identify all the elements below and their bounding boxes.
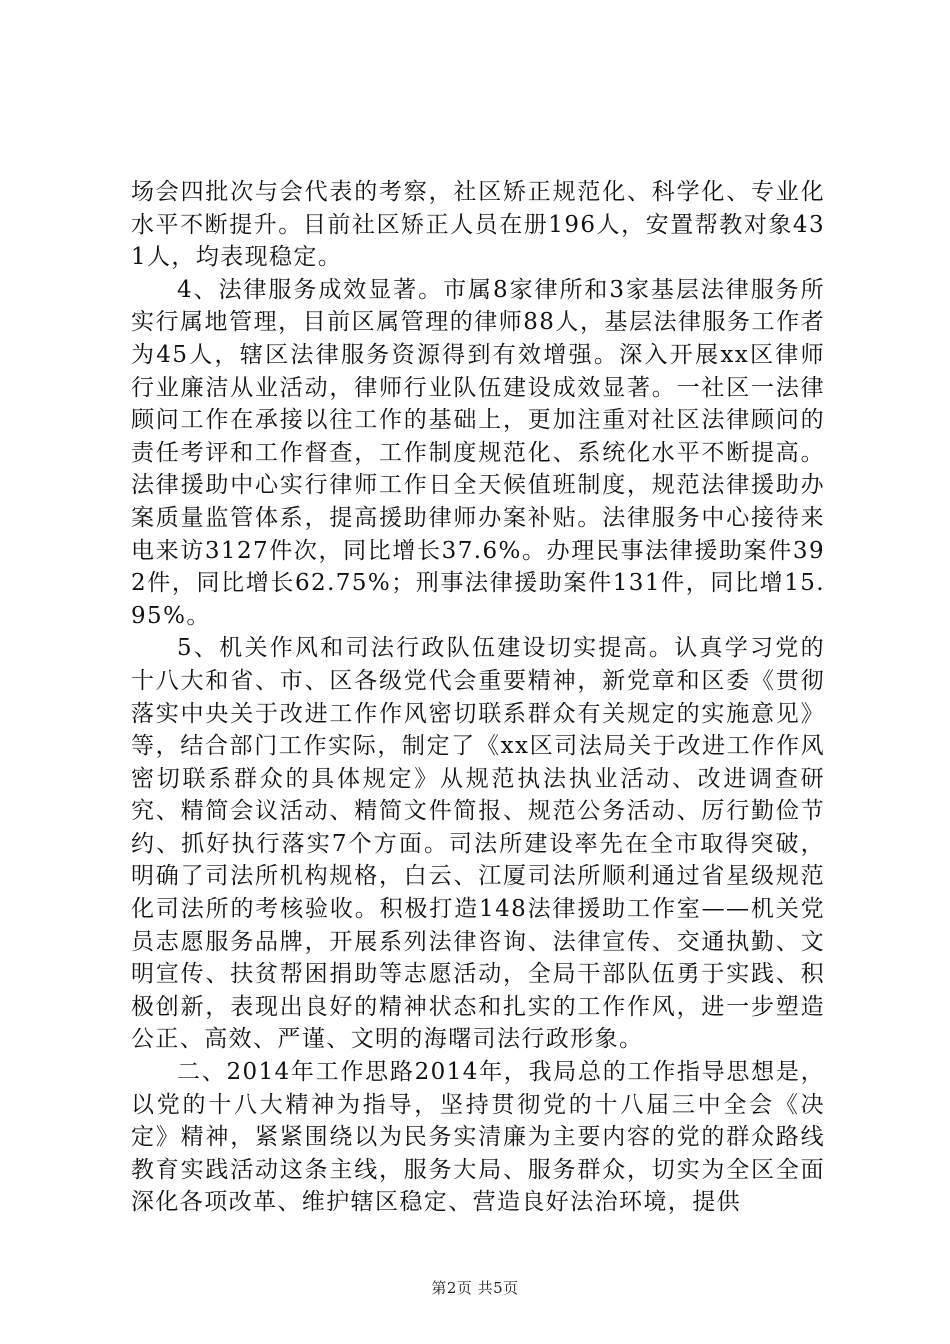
paragraph-correction-summary: 场会四批次与会代表的考察，社区矫正规范化、科学化、专业化水平不断提升。目前社区矫正人员在册196人，安置帮教对象431人，均表现稳定。 <box>131 179 825 271</box>
document-body <box>131 176 825 1219</box>
paragraph-organ-style: 5、机关作风和司法行政队伍建设切实提高。认真学习党的十八大和省、市、区各级党代会重要精神，新党章和区委《贯彻落实中央关于改进工作作风密切联系群众有关规定的实施意见》等，结合部门工作实际，制定了《xx区司法局关于改进工作作风密切联系群众的具体规定》从规范执法执业活动、改进调查研究、精简会议活动、精简文件简报、规范公务活动、厉行勤俭节约、抓好执行落实7个方面。司法所建设率先在全市取得突破，明确了司法所机构规格，白云、江厦司法所顺利通过省星级规范化司法所的考核验收。积极打造148法律援助工作室——机关党员志愿服务品牌，开展系列法律咨询、法律宣传、交通执勤、文明宣传、扶贫帮困捐助等志愿活动，全局干部队伍勇于实践、积极创新，表现出良好的精神状态和扎实的工作作风，进一步塑造公正、高效、严谨、文明的海曙司法行政形象。 <box>131 635 825 1053</box>
page-number-footer: 第2页 共5页 <box>431 1279 519 1297</box>
paragraph-legal-services: 4、法律服务成效显著。市属8家律所和3家基层法律服务所实行属地管理，目前区属管理的律师88人，基层法律服务工作者为45人，辖区法律服务资源得到有效增强。深入开展xx区律师行业廉洁从业活动，律师行业队伍建设成效显著。一社区一法律顾问工作在承接以往工作的基础上，更加注重对社区法律顾问的责任考评和工作督查，工作制度规范化、系统化水平不断提高。法律援助中心实行律师工作日全天候值班制度，规范法律援助办案质量监管体系，提高援助律师办案补贴。法律服务中心接待来电来访3127件次，同比增长37.6%。办理民事法律援助案件392件，同比增长62.75%；刑事法律援助案件131件，同比增15.95%。 <box>131 276 825 629</box>
paragraph-2014-plan: 二、2014年工作思路2014年，我局总的工作指导思想是，以党的十八大精神为指导，坚持贯彻党的十八届三中全会《决定》精神，紧紧围绕以为民务实清廉为主要内容的党的群众路线教育实践活动这条主线，服务大局、服务群众，切实为全区全面深化各项改革、维护辖区稳定、营造良好法治环境，提供 <box>131 1059 825 1216</box>
